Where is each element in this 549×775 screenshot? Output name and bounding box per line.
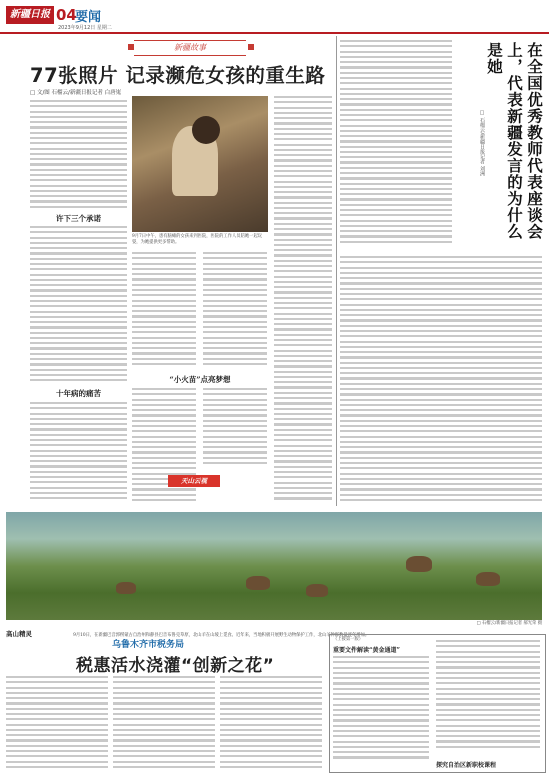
page-number: 04 [56, 6, 77, 24]
bottom-headline: 税惠活水浇灌“创新之花” [76, 656, 275, 676]
bottom-kicker: 乌鲁木齐市税务局 [112, 640, 185, 650]
body-text-block [6, 676, 108, 772]
media-stamp: 天山云视 [168, 475, 220, 487]
main-headline: 77张照片 记录濒危女孩的重生路 [30, 64, 326, 87]
ibex-photo [6, 512, 542, 620]
photo-figure-head [192, 116, 220, 144]
right-headline: 在全国优秀教师代表座谈会上，代表新疆发言的为什么是她 [485, 42, 543, 240]
photo-goat [116, 582, 136, 594]
newspaper-logo: 新疆日报 [6, 6, 54, 24]
body-text-block [113, 676, 215, 772]
body-text-block [132, 252, 196, 372]
column-divider [336, 36, 337, 506]
body-text-block [333, 656, 429, 766]
body-text-block [30, 402, 127, 502]
photo-caption-bar [6, 621, 542, 638]
photo-goat [476, 572, 500, 586]
photo-goat [406, 556, 432, 572]
box-title-2: 探究自治区新职校课程 [436, 762, 497, 769]
continued-tag: （上接第一版） [333, 637, 364, 642]
body-text-block [132, 388, 196, 506]
header-rule [0, 32, 549, 34]
kicker-ornament-right [248, 44, 254, 50]
right-byline: □ 石榴云/新疆日报记者 刘洲 [479, 110, 485, 176]
body-text-block [203, 252, 267, 372]
subhead-pain: 十年病的痛苦 [56, 389, 101, 398]
photo-goat [306, 584, 328, 597]
subhead-promises: 许下三个承诺 [56, 214, 101, 223]
body-text-block [30, 226, 127, 386]
main-byline: □ 文/图 石榴云/新疆日报记者 白唐嵬 [30, 90, 122, 96]
body-text-block [340, 256, 542, 506]
section-title: 要闻 [75, 10, 102, 25]
body-text-block [436, 640, 540, 752]
box-title-1: 重要文件解读“黄金通道” [333, 647, 400, 654]
photo-goat [246, 576, 270, 590]
photo-title: 高山精灵 [6, 630, 32, 638]
issue-date: 2023年9月12日 星期二 [58, 25, 112, 31]
body-text-block [220, 676, 322, 772]
body-text-block [340, 40, 452, 250]
photo-credit: □ 石榴云/新疆日报记者 郝光荣 摄 [476, 621, 542, 626]
article-photo [132, 96, 268, 232]
body-text-block [274, 96, 332, 506]
photo-caption: 9月7日中午，患有脑瘫的女孩来到医院，医院的工作人员陪她一起玩耍，为她提供更多帮助。 [132, 234, 263, 245]
body-text-block [30, 100, 127, 210]
article-kicker: 新疆故事 [134, 40, 246, 56]
subhead-quote: “小火苗”点亮梦想 [169, 375, 231, 384]
body-text-block [203, 388, 267, 468]
photo-caption: 9月10日，在新疆巴音郭楞蒙古自治州和静县巴音布鲁克草原，北山羊在山坡上觅食。近年来，当地积极开展野生动物保护工作，北山羊种群数量逐年增加。 [73, 633, 370, 638]
